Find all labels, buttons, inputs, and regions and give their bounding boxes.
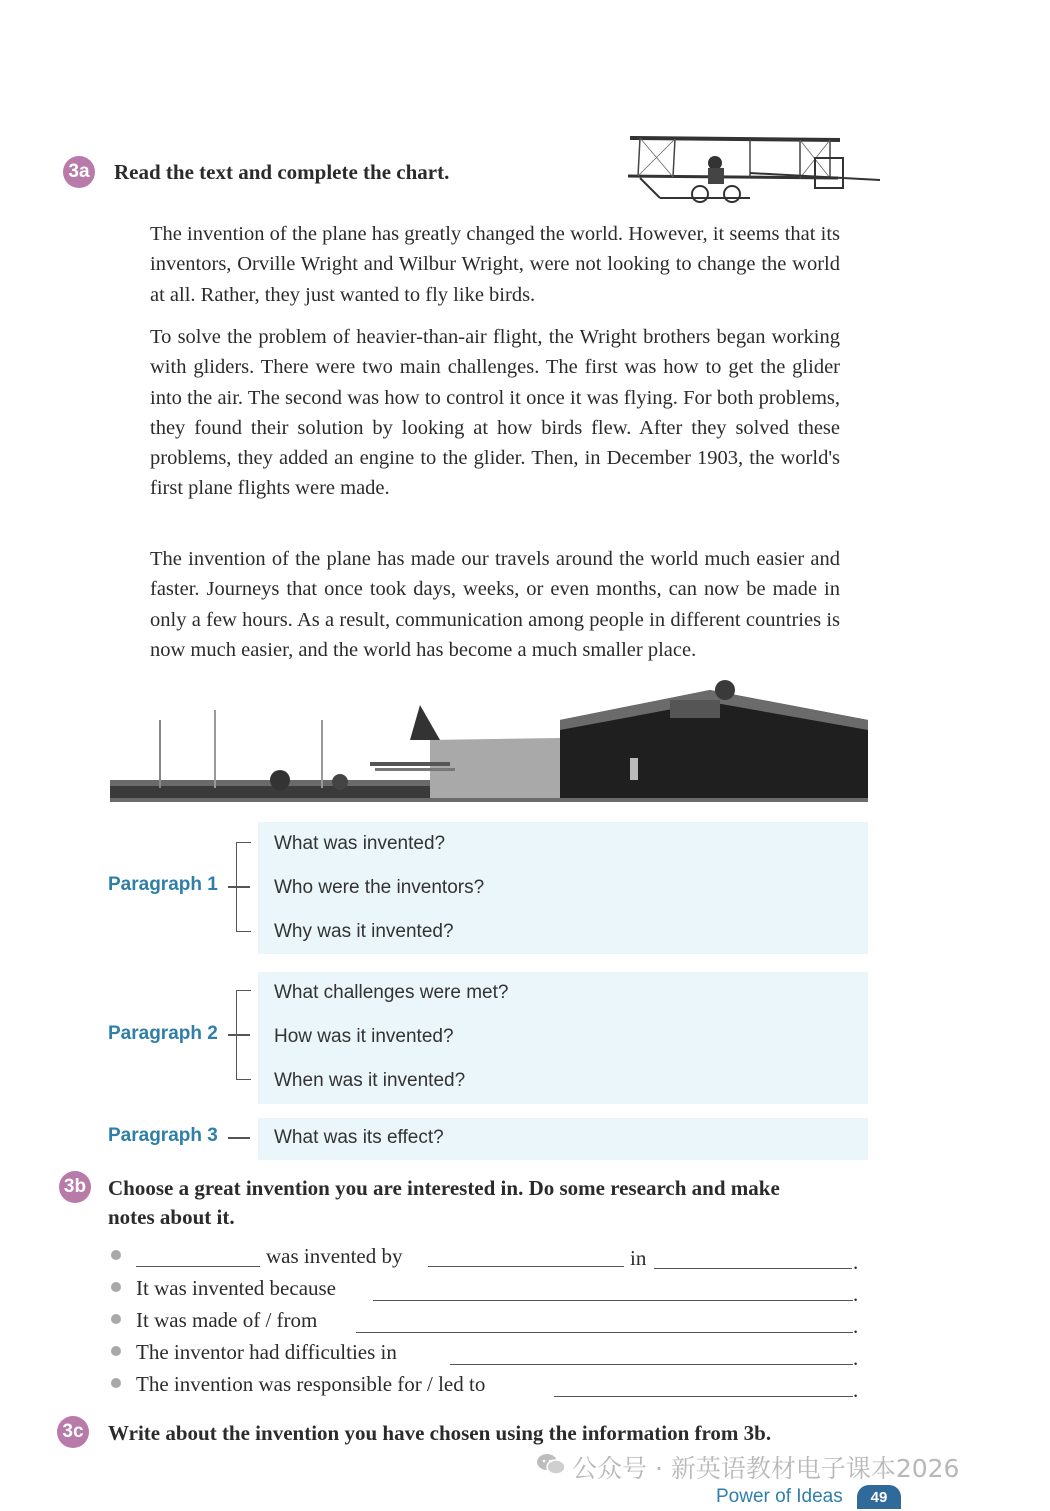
chart-question: What challenges were met? (274, 982, 509, 1003)
instruction-3c: Write about the invention you have chosen using the information from 3b. (108, 1421, 772, 1445)
instruction-3b-line-2: notes about it. (108, 1205, 235, 1229)
period: . (853, 1314, 859, 1338)
bullet (111, 1378, 121, 1388)
bullet (111, 1250, 121, 1260)
bullet (111, 1314, 121, 1324)
exercise-badge-3c: 3c (57, 1416, 89, 1448)
period: . (853, 1378, 859, 1402)
chart-label-paragraph-2: Paragraph 2 (108, 1023, 218, 1044)
period: . (853, 1282, 859, 1306)
chart-question: When was it invented? (274, 1070, 466, 1091)
watermark-text: 公众号 · 新英语教材电子课本2026 (572, 1454, 960, 1483)
chart-question: Why was it invented? (274, 921, 454, 942)
footer-unit-title: Power of Ideas (716, 1486, 843, 1507)
hangar-photo (110, 680, 868, 802)
reading-paragraph-1: The invention of the plane has greatly changed the world. However, it seems that its inventors, Orville Wright and Wilbur Wright, were not looking to change the world at all. Rather, they just wanted to fly like birds. (150, 223, 840, 306)
page-number: 49 (857, 1485, 901, 1509)
note-text: The invention was responsible for / led to (136, 1372, 486, 1396)
period: . (853, 1250, 859, 1274)
note-text: in (630, 1246, 647, 1270)
note-text: The inventor had difficulties in (136, 1340, 397, 1364)
chart-question: What was invented? (274, 833, 446, 854)
blank-reason[interactable] (373, 1300, 853, 1301)
instruction-3b-line-1: Choose a great invention you are interested in. Do some research and make (108, 1176, 780, 1200)
biplane-illustration (620, 128, 885, 213)
chart-connector-3 (228, 1137, 250, 1139)
note-text: It was made of / from (136, 1308, 318, 1332)
blank-year[interactable] (654, 1268, 852, 1269)
chart-label-paragraph-1: Paragraph 1 (108, 874, 218, 895)
chart-question: Who were the inventors? (274, 877, 485, 898)
blank-inventor[interactable] (428, 1266, 624, 1267)
exercise-badge-3a: 3a (63, 156, 95, 188)
chart-label-paragraph-3: Paragraph 3 (108, 1125, 218, 1146)
instruction-3a: Read the text and complete the chart. (114, 160, 450, 184)
period: . (853, 1346, 859, 1370)
blank-material[interactable] (356, 1332, 853, 1333)
bullet (111, 1282, 121, 1292)
wechat-icon (536, 1452, 566, 1476)
chart-question: What was its effect? (274, 1127, 444, 1148)
chart-question: How was it invented? (274, 1026, 454, 1047)
note-text: was invented by (266, 1244, 403, 1268)
blank-invention[interactable] (136, 1266, 260, 1267)
note-text: It was invented because (136, 1276, 337, 1300)
blank-difficulties[interactable] (450, 1364, 853, 1365)
chart-connector-2 (228, 1034, 250, 1036)
chart-connector-1 (228, 886, 250, 888)
reading-paragraph-3: The invention of the plane has made our travels around the world much easier and faster. Journeys that once took days, weeks, or even months, can now be made in only a few hours. As a result, communication among people in different countries is now much easier, and the world has become a much smaller place. (150, 548, 840, 661)
reading-paragraph-2: To solve the problem of heavier-than-air flight, the Wright brothers began working with gliders. There were two main challenges. The first was how to get the glider into the air. The second was how to control it once it was flying. For both problems, they found their solution by looking at how birds flew. After they solved these problems, they added an engine to the glider. Then, in December 1903, the world's first plane flights were made. (150, 326, 840, 500)
exercise-badge-3b: 3b (59, 1171, 91, 1203)
blank-effect[interactable] (554, 1396, 853, 1397)
bullet (111, 1346, 121, 1356)
